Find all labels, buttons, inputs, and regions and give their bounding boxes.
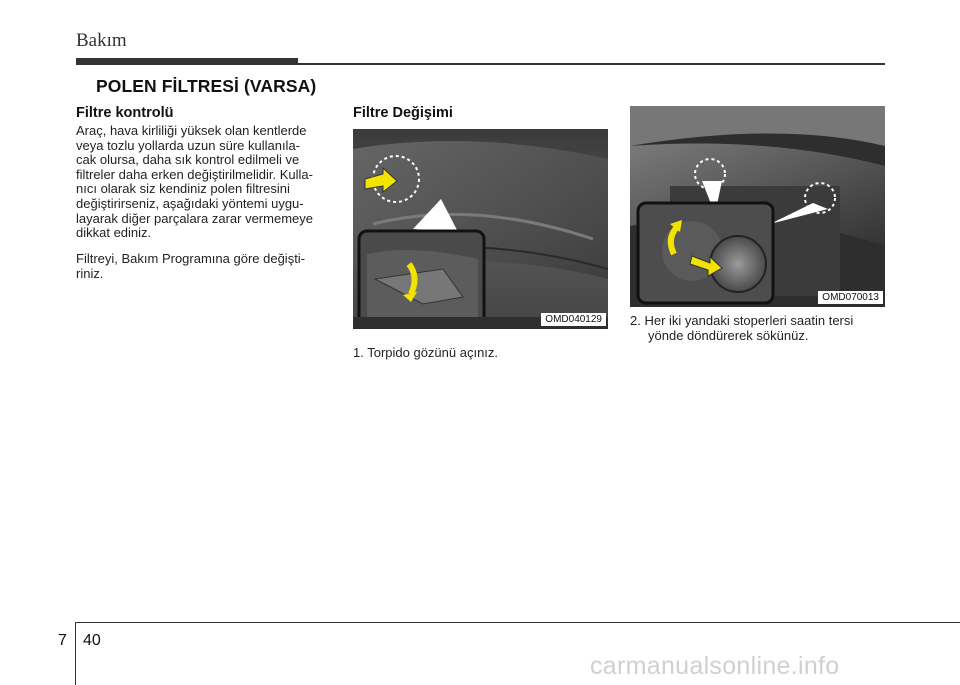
- stopper-illustration: [630, 106, 885, 307]
- section-title: POLEN FİLTRESİ (VARSA): [96, 76, 317, 96]
- header-rule: [298, 63, 885, 65]
- glovebox-illustration: [353, 129, 608, 329]
- step-2-line: 2. Her iki yandaki stoperleri saatin tersi: [630, 313, 854, 328]
- footer-rule: [75, 622, 960, 623]
- step-1-text: 1. Torpido gözünü açınız.: [353, 345, 499, 360]
- filter-schedule-paragraph: [76, 252, 332, 281]
- header-title: Bakım: [76, 30, 127, 51]
- para1-line: cak olursa, daha sık kontrol edilmeli ve: [76, 152, 300, 168]
- page-number: 40: [83, 632, 101, 649]
- image-code-label: OMD070013: [818, 291, 883, 304]
- para1-line: veya tozlu yollarda uzun süre kullanıla-: [76, 137, 301, 153]
- para2-line: riniz.: [76, 265, 104, 281]
- header-bar: [76, 58, 298, 65]
- step-2-line: yönde döndürerek sökünüz.: [648, 328, 809, 343]
- watermark: carmanualsonline.info: [590, 652, 840, 680]
- para1-line: layarak diğer parçalara zarar vermemeye: [76, 210, 313, 226]
- step-2-text: [630, 313, 853, 343]
- stopper-photo: [630, 106, 885, 307]
- para1-line: nıcı olarak siz kendiniz polen filtresini: [76, 181, 290, 197]
- chapter-number: 7: [58, 632, 67, 649]
- para1-line: değiştirirseniz, aşağıdaki yöntemi uygu-: [76, 195, 304, 211]
- filter-replacement-heading: Filtre Değişimi: [353, 105, 453, 121]
- para1-line: dikkat ediniz.: [76, 225, 152, 241]
- para1-line: filtreler daha erken değiştirilmelidir. Kulla-: [76, 166, 313, 182]
- footer-divider: [75, 622, 76, 685]
- filter-check-paragraph: [76, 124, 332, 241]
- para2-line: Filtreyi, Bakım Programına göre değişti-: [76, 251, 306, 266]
- filter-check-heading: Filtre kontrolü: [76, 105, 174, 121]
- para1-line: Araç, hava kirliliği yüksek olan kentlerde: [76, 123, 307, 138]
- image-code-label: OMD040129: [541, 313, 606, 326]
- glovebox-photo: [353, 129, 608, 329]
